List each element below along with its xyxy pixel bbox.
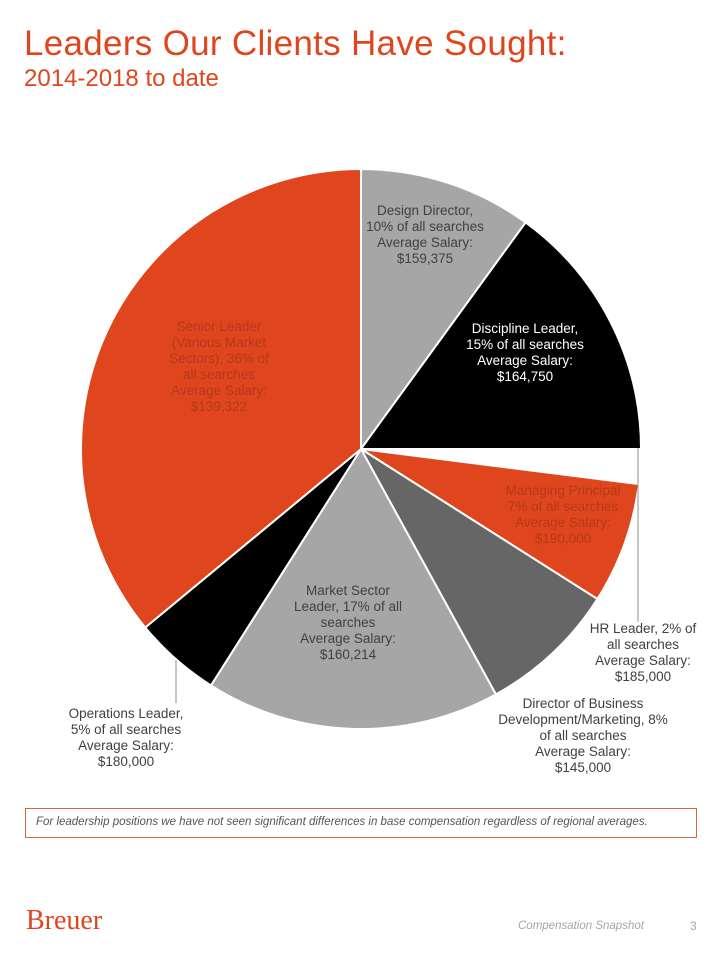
footer-label: Compensation Snapshot: [518, 920, 644, 932]
slice-label: Market Sector Leader, 17% of all searches Average Salary: $160,214: [293, 583, 403, 662]
slice-label: Design Director, 10% of all searches Average Salary: $159,375: [366, 203, 484, 266]
slice-label: Discipline Leader, 15% of all searches Average Salary: $164,750: [466, 321, 584, 384]
slice-label: Director of Business Development/Marketing, 8% of all searches Average Salary: $145,000: [498, 696, 668, 775]
slice-label: Senior Leader (Various Market Sectors), 36% of all searches Average Salary: $139,322: [169, 319, 269, 414]
slice-label: HR Leader, 2% of all searches Average Salary: $185,000: [589, 621, 697, 684]
breuer-logo: Breuer: [26, 905, 103, 936]
slice-label: Operations Leader, 5% of all searches Average Salary: $180,000: [68, 706, 184, 769]
page-subtitle: 2014-2018 to date: [24, 65, 219, 92]
footnote-box: For leadership positions we have not seen significant differences in base compensation regardless of regional averages.: [25, 808, 697, 838]
page-title: Leaders Our Clients Have Sought:: [24, 24, 567, 63]
page-number: 3: [690, 919, 697, 933]
slice-label: Managing Principal 7% of all searches Average Salary: $190,000: [505, 483, 621, 546]
